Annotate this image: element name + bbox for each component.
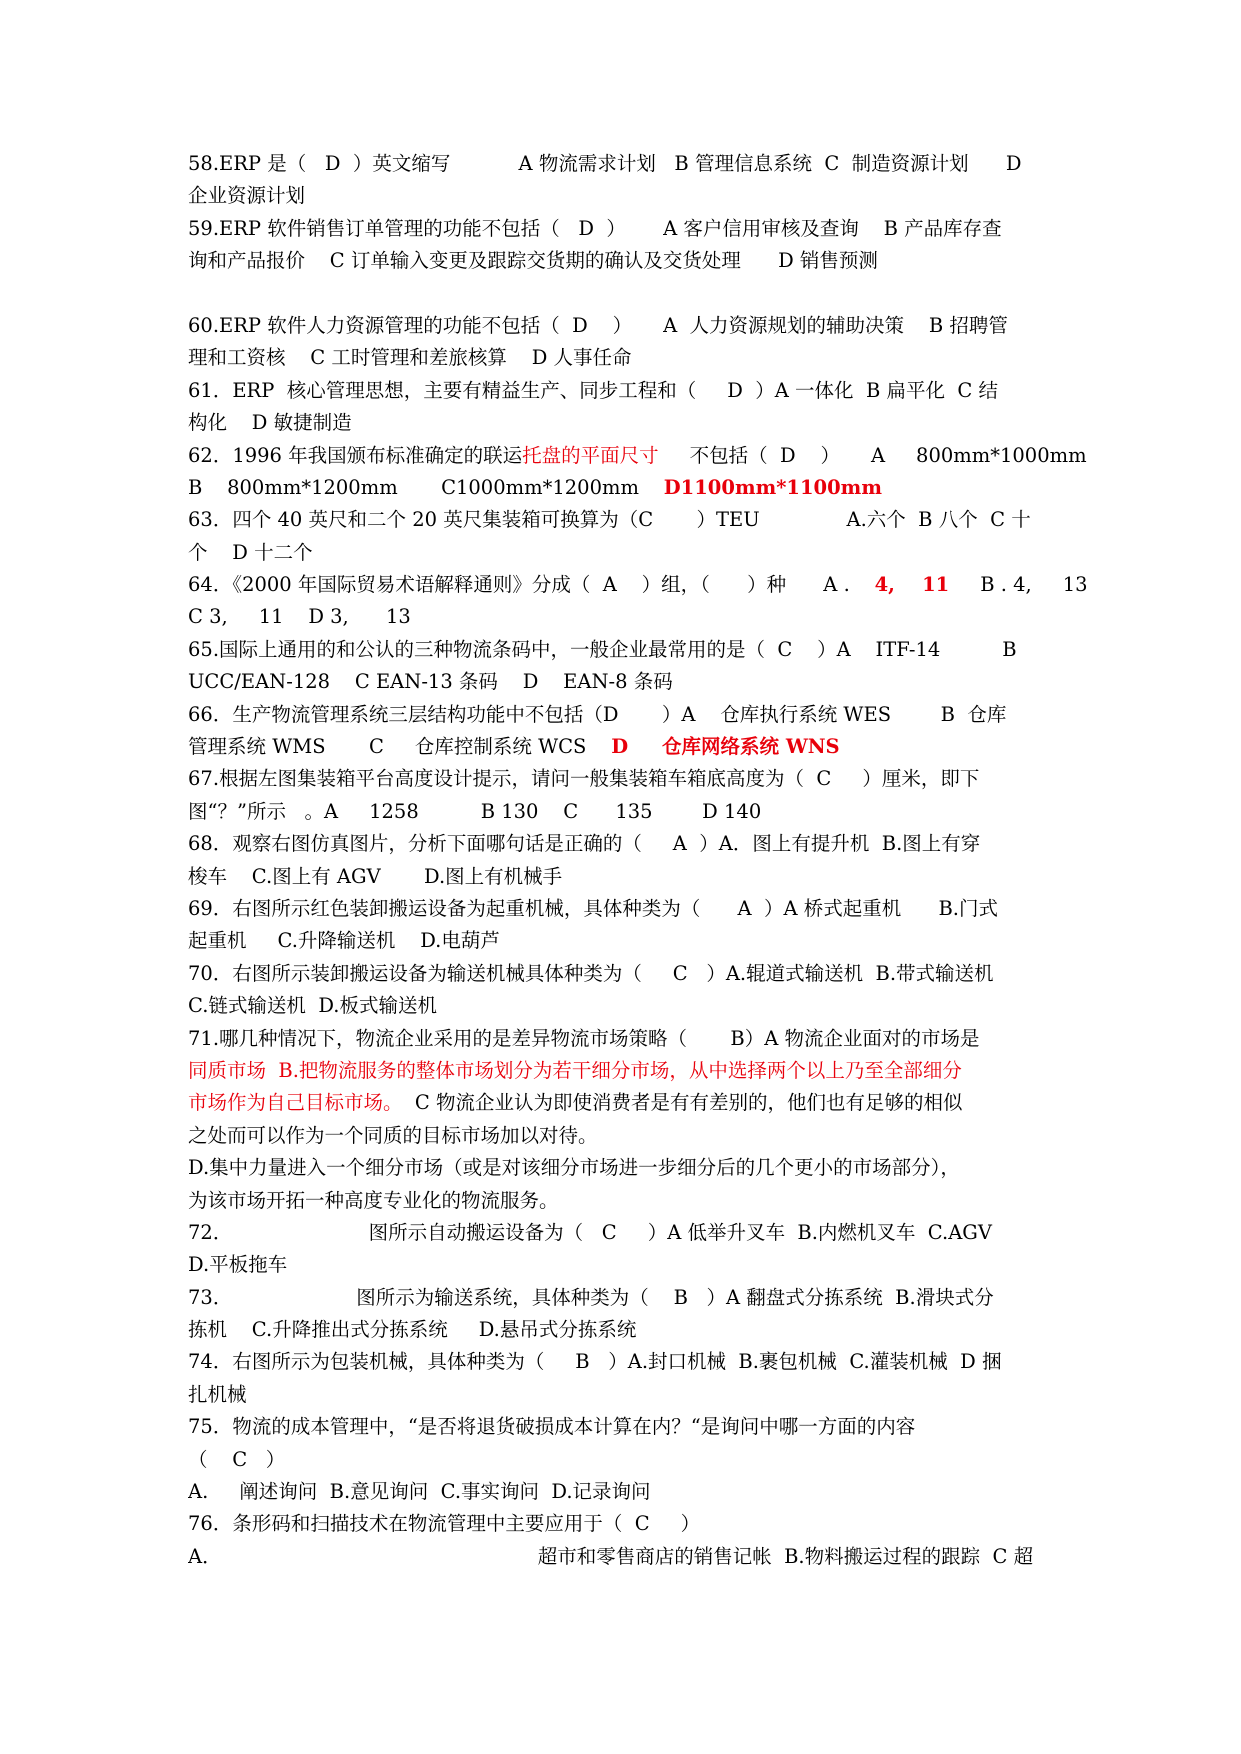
line-text: 起重机 C.升降输送机 D.电葫芦 (188, 929, 500, 953)
line-text: 理和工资核 C 工时管理和差旅核算 D 人事任命 (188, 346, 632, 370)
text-line (188, 213, 1088, 245)
line-text: 72． 图所示自动搬运设备为（ C ）A 低举升叉车 B.内燃机叉车 C.AGV (188, 1220, 992, 1244)
document-page (188, 148, 1088, 1573)
text-line (188, 148, 1088, 180)
text-line (188, 1217, 1088, 1249)
highlighted-text: 同质市场 (188, 1058, 279, 1082)
text-line (188, 278, 1088, 310)
text-line (188, 925, 1088, 957)
text-line (188, 1346, 1088, 1378)
line-text: 71.哪几种情况下，物流企业采用的是差异物流市场策略（ B）A 物流企业面对的市场是 (188, 1026, 980, 1050)
text-line (188, 990, 1088, 1022)
text-line (188, 440, 1088, 472)
text-line (188, 796, 1088, 828)
highlighted-text: B.把物流服务的整体市场划分为若干细分市场，从中选择两个以上乃至全部细分 (278, 1058, 962, 1082)
line-text: D.集中力量进入一个细分市场（或是对该细分市场进一步细分后的几个更小的市场部分）， (188, 1156, 960, 1180)
text-line (188, 1444, 1088, 1476)
line-text: 63．四个 40 英尺和二个 20 英尺集装箱可换算为（C ）TEU A.六个 B 八个 C 十 (188, 508, 1031, 532)
line-text: 69．右图所示红色装卸搬运设备为起重机械，具体种类为（ A ）A 桥式起重机 B.门式 (188, 896, 998, 920)
line-text: 64．《2000 年国际贸易术语解释通则》分成（ A ）组，（ ）种 A . (188, 573, 875, 597)
line-text: 68．观察右图仿真图片，分析下面哪句话是正确的（ A ）A．图上有提升机 B.图上有穿 (188, 832, 981, 856)
line-text: UCC/EAN-128 C EAN-13 条码 D EAN-8 条码 (188, 670, 673, 694)
text-line (188, 1023, 1088, 1055)
line-text: 梭车 C.图上有 AGV D.图上有机械手 (188, 864, 563, 888)
text-line (188, 1087, 1088, 1119)
text-line (188, 537, 1088, 569)
text-line (188, 180, 1088, 212)
line-text: B 800mm*1200mm C1000mm*1200mm (188, 475, 664, 499)
text-line (188, 731, 1088, 763)
text-line (188, 1282, 1088, 1314)
line-text: （ C ） (188, 1447, 286, 1471)
text-line (188, 634, 1088, 666)
line-text: 73． 图所示为输送系统，具体种类为（ B ）A 翻盘式分拣系统 B.滑块式分 (188, 1285, 994, 1309)
text-line (188, 893, 1088, 925)
line-text: 76．条形码和扫描技术在物流管理中主要应用于（ C ） (188, 1512, 701, 1536)
line-text: 构化 D 敏捷制造 (188, 411, 352, 435)
line-text: 67.根据左图集装箱平台高度设计提示，请问一般集装箱车箱底高度为（ C ）厘米，即下 (188, 767, 980, 791)
line-text: C.链式输送机 D.板式输送机 (188, 994, 437, 1018)
text-line (188, 601, 1088, 633)
text-line (188, 1152, 1088, 1184)
text-line (188, 375, 1088, 407)
line-text: 61．ERP 核心管理思想，主要有精益生产、同步工程和（ D ）A 一体化 B 扁平化 C 结 (188, 378, 998, 402)
line-text: 59.ERP 软件销售订单管理的功能不包括（ D ） A 客户信用审核及查询 B 产品库存查 (188, 216, 1002, 240)
text-line (188, 407, 1088, 439)
line-text: 拣机 C.升降推出式分拣系统 D.悬吊式分拣系统 (188, 1318, 637, 1342)
line-text: B . 4, 13 (949, 573, 1088, 597)
line-text: 62．1996 年我国颁布标准确定的联运 (188, 443, 523, 467)
highlighted-text: 市场作为自己目标市场。 (188, 1091, 403, 1115)
text-line (188, 1249, 1088, 1281)
text-line (188, 1476, 1088, 1508)
line-text: 企业资源计划 (188, 184, 306, 208)
line-text: 74．右图所示为包装机械，具体种类为（ B ）A.封口机械 B.裹包机械 C.灌装机械 D 捆 (188, 1350, 1002, 1374)
highlighted-text: 4, 11 (874, 573, 950, 597)
line-text: 75．物流的成本管理中，“是否将退货破损成本计算在内？“是询问中哪一方面的内容 (188, 1415, 916, 1439)
text-line (188, 828, 1088, 860)
text-line (188, 342, 1088, 374)
text-line (188, 1508, 1088, 1540)
text-line (188, 472, 1088, 504)
highlighted-text: D 仓库网络系统 WNS (611, 735, 840, 759)
text-line (188, 1541, 1088, 1573)
line-text: 管理系统 WMS C 仓库控制系统 WCS (188, 735, 612, 759)
line-text: 之处而可以作为一个同质的目标市场加以对待。 (188, 1123, 598, 1147)
line-text: 询和产品报价 C 订单输入变更及跟踪交货期的确认及交货处理 D 销售预测 (188, 249, 878, 273)
text-line (188, 1314, 1088, 1346)
line-text: A． 超市和零售商店的销售记帐 B.物料搬运过程的跟踪 C 超 (188, 1544, 1034, 1568)
text-line (188, 310, 1088, 342)
line-text: 58.ERP 是（ D ）英文缩写 A 物流需求计划 B 管理信息系统 C 制造资源计划 D (188, 152, 1022, 175)
text-line (188, 569, 1088, 601)
line-text: 60.ERP 软件人力资源管理的功能不包括（ D ） A 人力资源规划的辅助决策 B 招聘管 (188, 313, 1008, 337)
line-text: 为该市场开拓一种高度专业化的物流服务。 (188, 1188, 559, 1212)
text-line (188, 699, 1088, 731)
highlighted-text: D1100mm*1100mm (663, 475, 882, 499)
line-text: C 物流企业认为即使消费者是有有差别的，他们也有足够的相似 (402, 1091, 963, 1115)
line-text: 不包括（ D ） A 800mm*1000mm (658, 443, 1087, 467)
text-line (188, 1379, 1088, 1411)
line-text: 65.国际上通用的和公认的三种物流条码中，一般企业最常用的是（ C ）A ITF-14 B (188, 637, 1017, 661)
text-line (188, 504, 1088, 536)
text-line (188, 245, 1088, 277)
line-text: 扎机械 (188, 1382, 247, 1406)
line-text: A. 阐述询问 B.意见询问 C.事实询问 D.记录询问 (188, 1480, 651, 1504)
text-line (188, 763, 1088, 795)
text-line (188, 1055, 1088, 1087)
line-text: 图“？”所示 。A 1258 B 130 C 135 D 140 (188, 799, 762, 823)
text-line (188, 1120, 1088, 1152)
text-line (188, 958, 1088, 990)
highlighted-text: 托盘的平面尺寸 (522, 443, 659, 467)
text-line (188, 1411, 1088, 1443)
text-line (188, 666, 1088, 698)
text-line (188, 1185, 1088, 1217)
line-text: C 3, 11 D 3, 13 (188, 605, 411, 629)
line-text: 70．右图所示装卸搬运设备为输送机械具体种类为（ C ）A.辊道式输送机 B.带式输送机 (188, 961, 994, 985)
line-text: 个 D 十二个 (188, 540, 313, 564)
line-text: 66．生产物流管理系统三层结构功能中不包括（D ）A 仓库执行系统 WES B 仓库 (188, 702, 1007, 726)
text-line (188, 861, 1088, 893)
line-text: D.平板拖车 (188, 1253, 288, 1277)
